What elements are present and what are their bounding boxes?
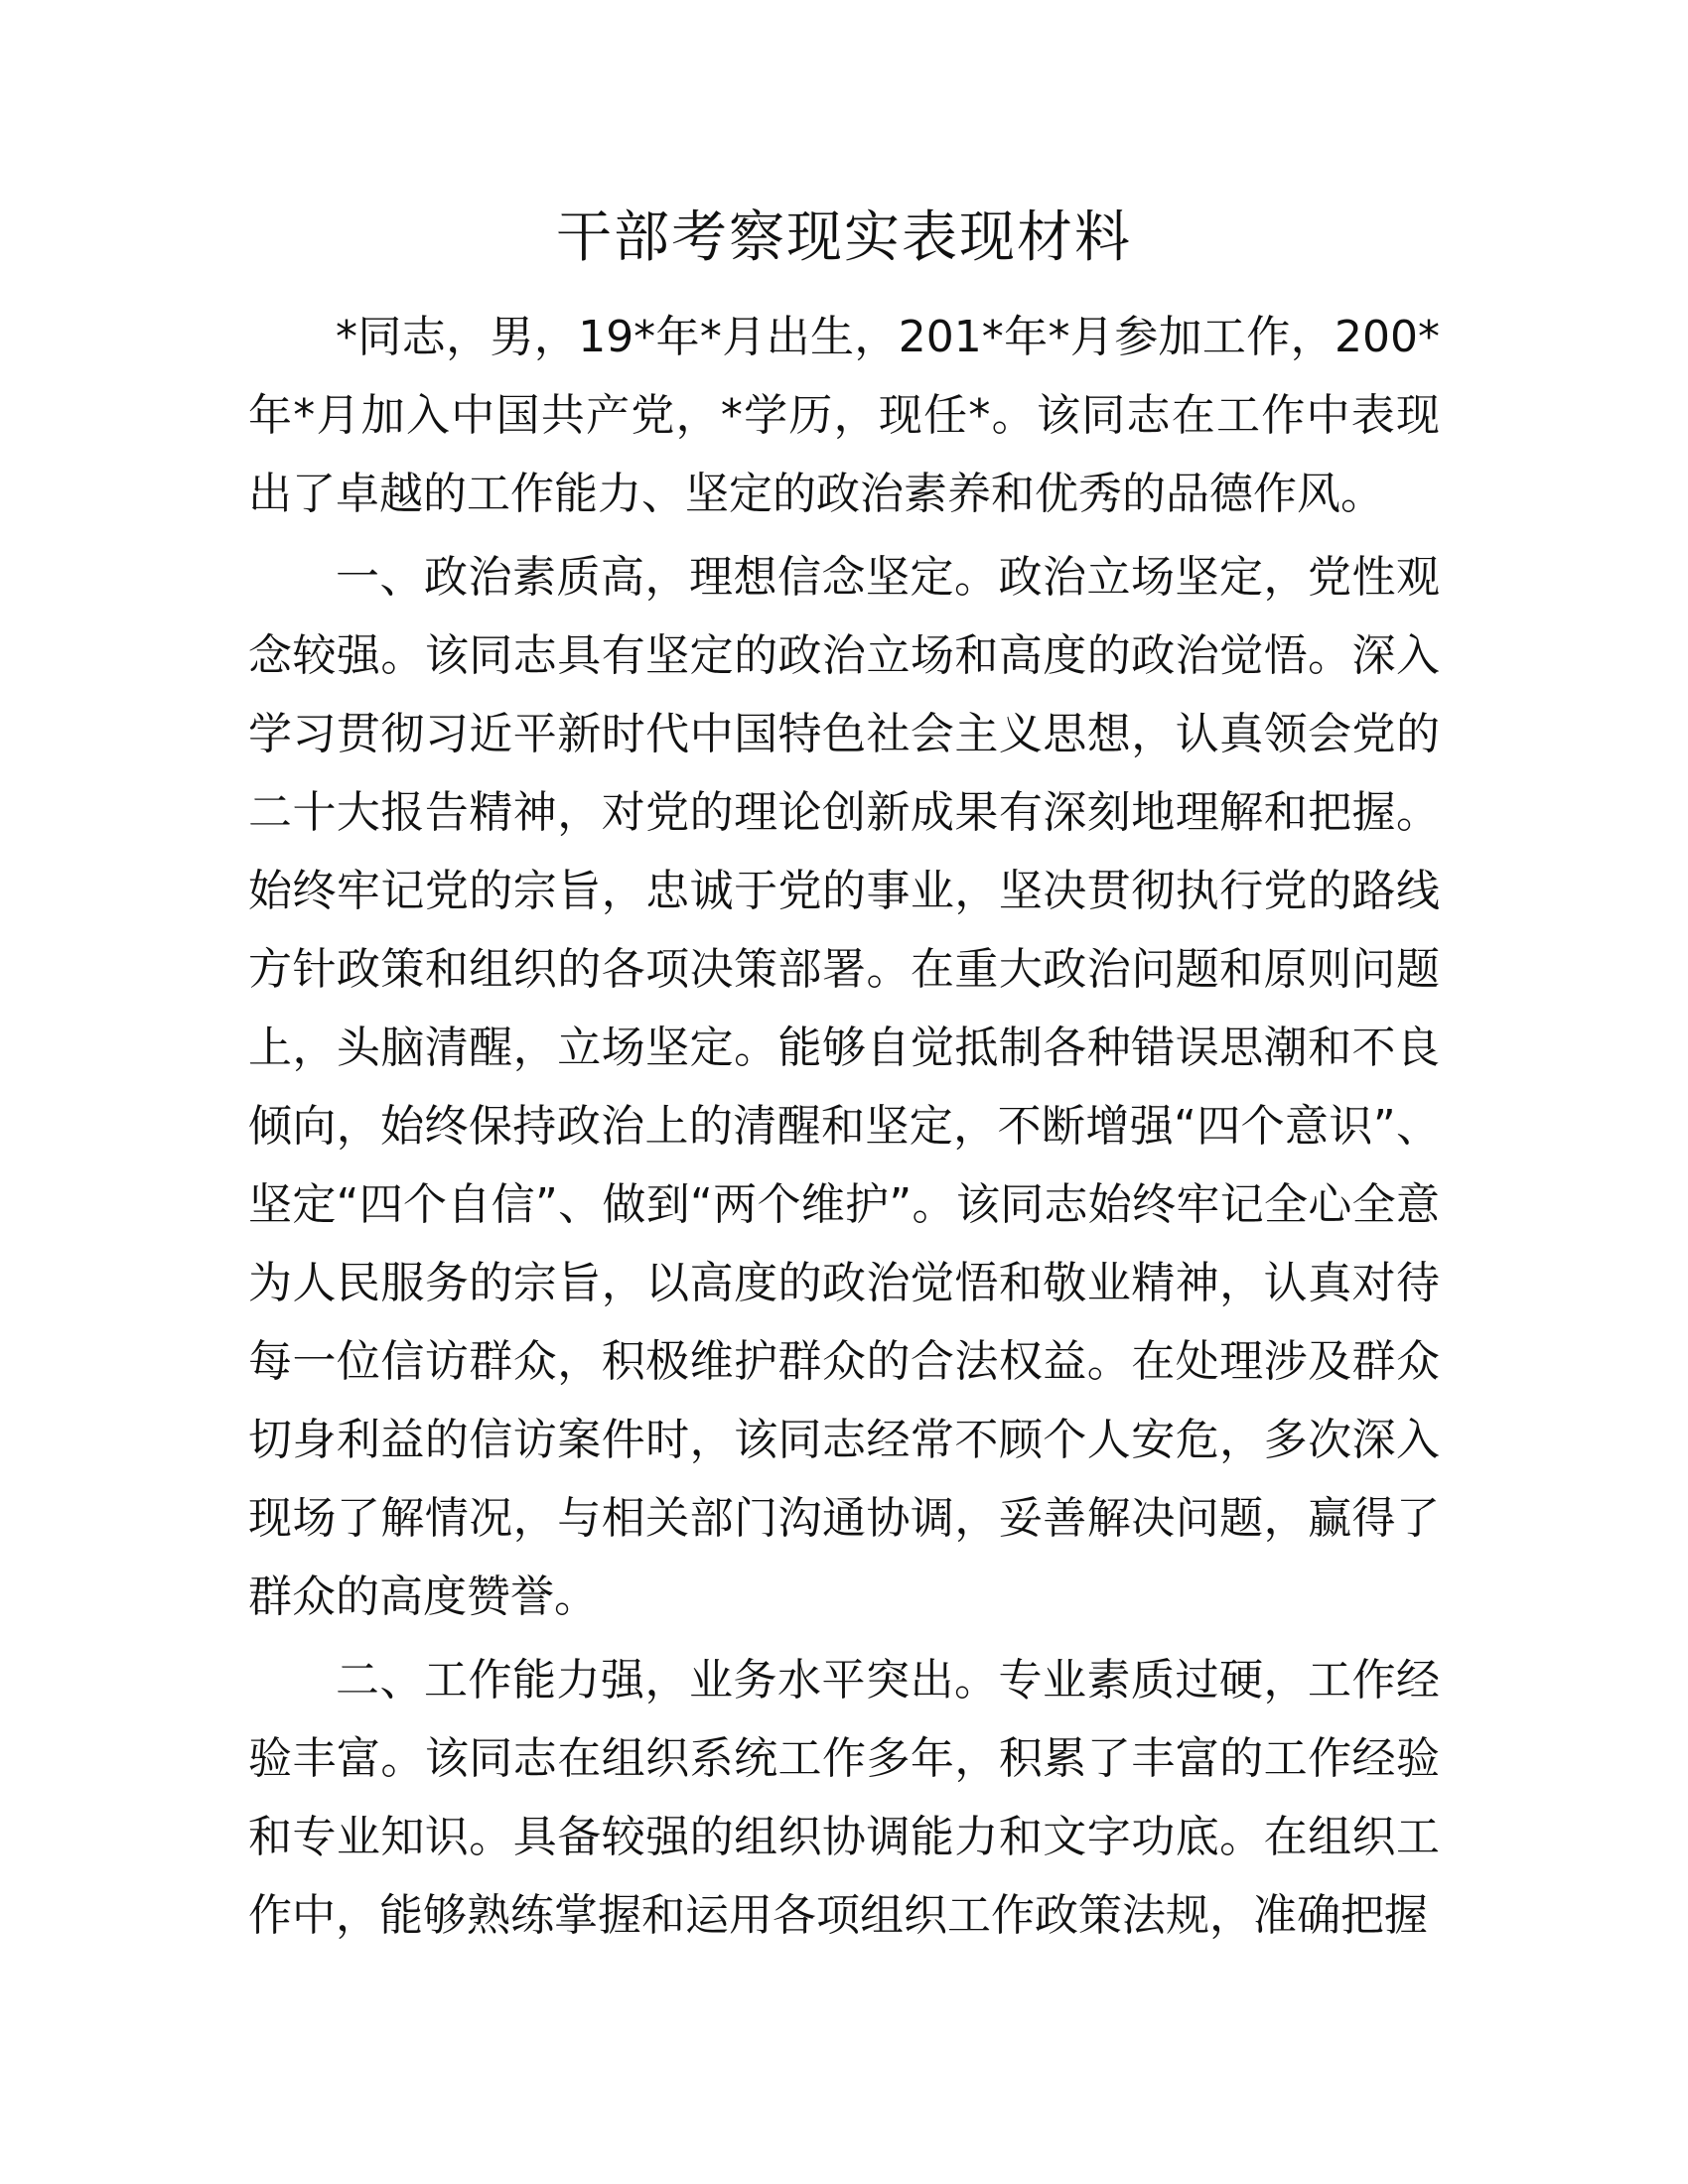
paragraph-intro: *同志，男，19*年*月出生，201*年*月参加工作，200*年*月加入中国共产党，*学历，现任*。该同志在工作中表现出了卓越的工作能力、坚定的政治素养和优秀的品德作风。 bbox=[248, 312, 1440, 519]
paragraph-section-one: 一、政治素质高，理想信念坚定。政治立场坚定，党性观念较强。该同志具有坚定的政治立场和高度的政治觉悟。深入学习贯彻习近平新时代中国特色社会主义思想，认真领会党的二十大报告精神，对党的理论创新成果有深刻地理解和把握。始终牢记党的宗旨，忠诚于党的事业，坚决贯彻执行党的路线方针政策和组织的各项决策部署。在重大政治问题和原则问题上，头脑清醒，立场坚定。能够自觉抵制各种错误思潮和不良倾向，始终保持政治上的清醒和坚定，不断增强“四个意识”、坚定“四个自信”、做到“两个维护”。该同志始终牢记全心全意为人民服务的宗旨，以高度的政治觉悟和敬业精神，认真对待每一位信访群众，积极维护群众的合法权益。在处理涉及群众切身利益的信访案件时，该同志经常不顾个人安危，多次深入现场了解情况，与相关部门沟通协调，妥善解决问题，赢得了群众的高度赞誉。 bbox=[248, 552, 1440, 1622]
document-title: 干部考察现实表现材料 bbox=[556, 205, 1132, 270]
document-body bbox=[248, 298, 1440, 1960]
paragraph-section-two: 二、工作能力强，业务水平突出。专业素质过硬，工作经验丰富。该同志在组织系统工作多年，积累了丰富的工作经验和专业知识。具备较强的组织协调能力和文字功底。在组织工作中，能够熟练掌握和运用各项组织工作政策法规，准确把握 bbox=[248, 1655, 1440, 1941]
